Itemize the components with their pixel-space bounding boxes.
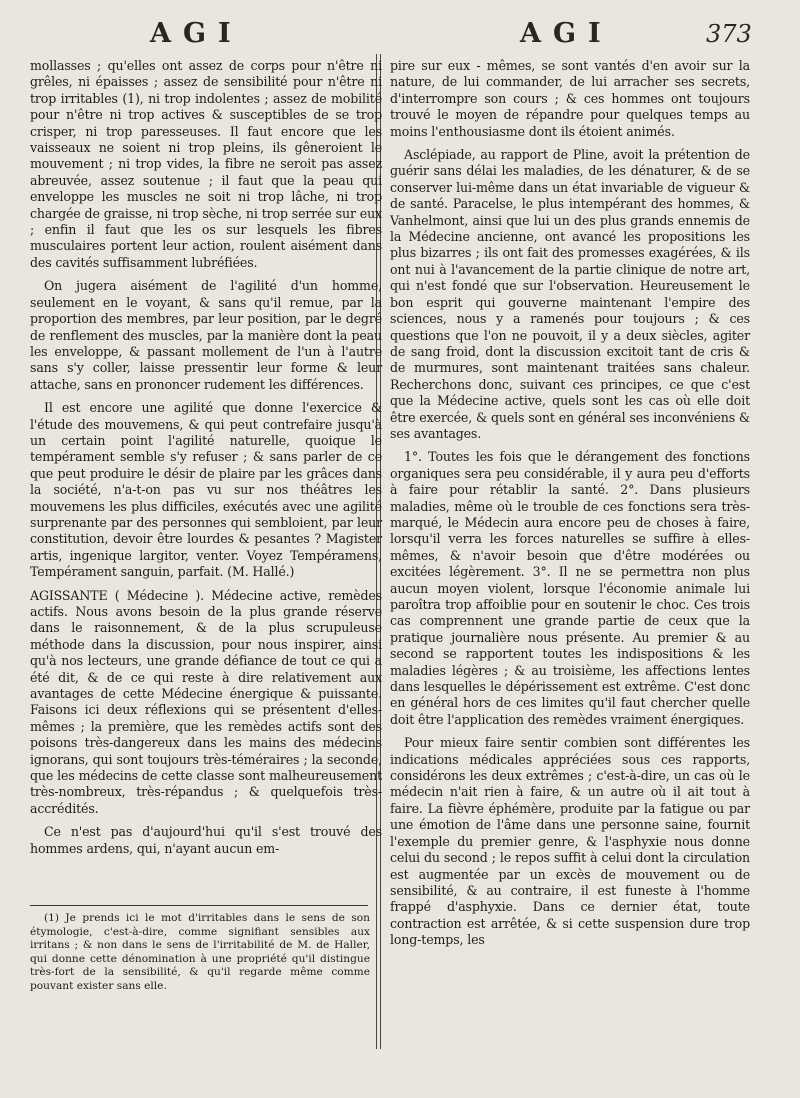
paragraph: Pour mieux faire sentir combien sont différentes les indications médicales appréciées sous ces rapports, considérons les deux extrêmes ; c'est-à-dire, un cas où le médecin n'ait rien à faire, & un autre où il ait tout à faire. La fièvre éphémère, produite par la fatigue ou par une émotion de l'âme dans une personne saine, fournit l'exemple du premier genre, & l'asphyxie nous donne celui du second ; le repos suffit à celui dont la circulation est augmentée par un excès de mouvement ou de sensibilité, & au contraire, il est funeste à l'homme frappé d'asphyxie. Dans ce dernier état, toute contraction est arrêtée, & si cette suspension dure trop long-temps, les bbox=[390, 735, 750, 948]
paragraph: Il est encore une agilité que donne l'exercice & l'étude des mouvemens, & qui peut contrefaire jusqu'à un certain point l'agilité naturelle, quoique le tempérament semble s'y refuser ; & sans parler de ce que peut produire le désir de plaire par les grâces dans la société, n'a-t-on pas vu sur nos théâtres les mouvemens les plus difficiles, exécutés avec une agilité surprenante par des personnes qui sembloient, par leur constitution, devoir être lourdes & pesantes ? Magister artis, ingenique largitor, venter. Voyez Tempéramens, Tempérament sanguin, parfait. (M. Hallé.) bbox=[30, 400, 382, 580]
paragraph: On jugera aisément de l'agilité d'un homme, seulement en le voyant, & sans qu'il remue, par la proportion des membres, par leur position, par le degré de renflement des muscles, par la manière dont la peau les enveloppe, & passant mollement de l'un à l'autre sans s'y coller, laisse pressentir leur forme & leur attache, sans en prononcer rudement les différences. bbox=[30, 278, 382, 392]
paragraph: Asclépiade, au rapport de Pline, avoit la prétention de guérir sans délai les maladies, de les dénaturer, & de se conserver lui-même dans un état invariable de vigueur & de santé. Paracelse, le plus intempérant des hommes, & Vanhelmont, ainsi que lui un des plus grands ennemis de la Médecine ancienne, ont avancé les propositions les plus bizarres ; ils ont fait des promesses exagérées, & ils ont nui à l'avancement de la partie clinique de notre art, qui n'est fondé que sur l'observation. Heureusement le bon esprit qui gouverne maintenant l'empire des sciences, nous y a ramenés pour toujours ; & ces questions que l'on ne pouvoit, il y a deux siècles, agiter de sang froid, dont la discussion excitoit tant de cris & de murmures, sont maintenant traitées sans chaleur. Recherchons donc, suivant ces principes, ce que c'est que la Médecine active, quels sont les cas où elle doit être exercée, & quels sont en général ses inconvéniens & ses avantages. bbox=[390, 147, 750, 441]
page-number: 373 bbox=[706, 20, 752, 48]
footnote bbox=[30, 912, 370, 994]
running-head-right: AGI bbox=[520, 18, 613, 49]
entry-agissante: AGISSANTE ( Médecine ). Médecine active, remèdes actifs. Nous avons besoin de la plus grande réserve dans le raisonnement, & de la plus scrupuleuse méthode dans la discussion, pour nous inspirer, ainsi qu'à nos lecteurs, une grande défiance de tout ce qui a été dit, & de ce qui reste à dire relativement aux avantages de cette Médecine énergique & puissante. Faisons ici deux réflexions qui se présentent d'elles-mêmes ; la première, que les remèdes actifs sont des poisons très-dangereux dans les mains des médecins ignorans, qui sont toujours très-téméraires ; la seconde, que les médecins de cette classe sont malheureusement très-nombreux, très-répandus ; & quelquefois très-accrédités. bbox=[30, 587, 382, 816]
footnote-rule bbox=[30, 905, 368, 906]
left-column bbox=[30, 58, 382, 864]
right-column bbox=[390, 58, 750, 956]
paragraph: pire sur eux - mêmes, se sont vantés d'en avoir sur la nature, de lui commander, de lui arracher ses secrets, d'interrompre son cours ; & ces hommes ont toujours trouvé le moyen de répandre pour quelques temps au moins l'enthousiasme dont ils étoient animés. bbox=[390, 58, 750, 139]
paragraph: 1°. Toutes les fois que le dérangement des fonctions organiques sera peu considérable, il y aura peu d'efforts à faire pour rétablir la santé. 2°. Dans plusieurs maladies, même où le trouble de ces fonctions sera très-marqué, le Médecin aura encore peu de choses à faire, lorsqu'il verra les forces naturelles se suffire à elles-mêmes, & n'avoir besoin que d'être modérées ou excitées légèrement. 3°. Il ne se permettra non plus aucun moyen violent, lorsque l'économie animale lui paroîtra trop affoiblie pour en soutenir le choc. Ces trois cas comprennent une grande partie de ceux que la pratique journalière nous présente. Au premier & au second se rapportent toutes les indispositions & les maladies légères ; & au troisième, les affections lentes dans lesquelles le dépérissement est extrême. C'est donc en général hors de ces limites qu'il faut chercher quelle doit être l'application des remèdes vraiment énergiques. bbox=[390, 449, 750, 727]
running-head-left: AGI bbox=[150, 18, 243, 49]
paragraph: mollasses ; qu'elles ont assez de corps pour n'être ni grêles, ni épaisses ; assez de sensibilité pour n'être ni trop irritables (1), ni trop indolentes ; assez de mobilité pour n'être ni trop actives & susceptibles de se trop crisper, ni trop paresseuses. Il faut encore que les vaisseaux ne soient ni trop pleins, ils gêneroient le mouvement ; ni trop vides, la fibre ne seroit pas assez abreuvée, assez soutenue ; il faut que la peau qui enveloppe les muscles ne soit ni trop lâche, ni trop chargée de graisse, ni trop sèche, ni trop serrée sur eux ; enfin il faut que les os sur lesquels les fibres musculaires portent leur action, roulent aisément dans des cavités suffisamment lubréfiées. bbox=[30, 58, 382, 270]
footnote-text: (1) Je prends ici le mot d'irritables dans le sens de son étymologie, c'est-à-dire, comme signifiant sensibles aux irritans ; & non dans le sens de l'irritabilité de M. de Haller, qui donne cette dénomination à une propriété qu'il distingue très-fort de la sensibilité, & qu'il regarde même comme pouvant exister sans elle. bbox=[30, 912, 370, 992]
paragraph: Ce n'est pas d'aujourd'hui qu'il s'est trouvé des hommes ardens, qui, n'ayant aucun em- bbox=[30, 824, 382, 856]
